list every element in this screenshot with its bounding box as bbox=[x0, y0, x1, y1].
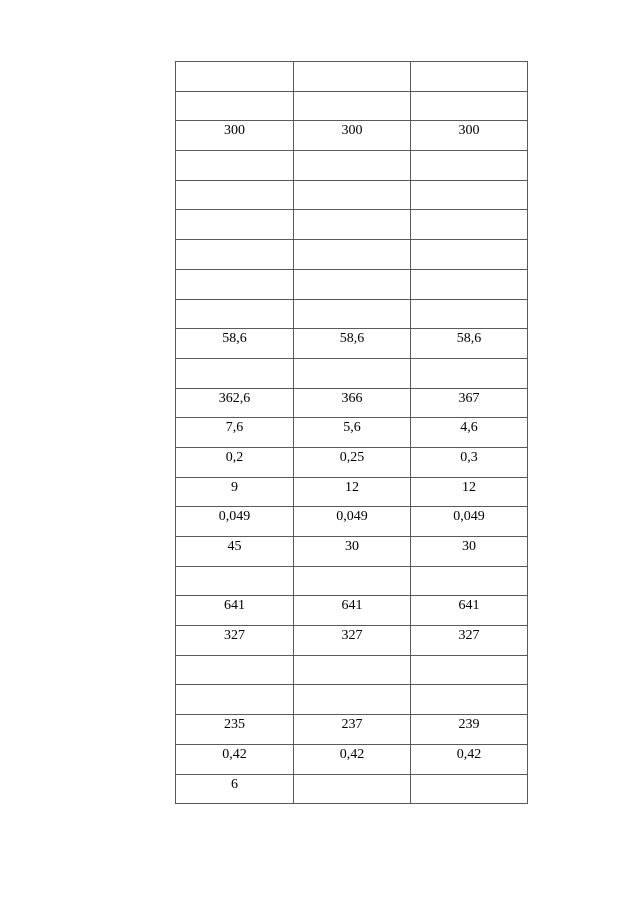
table-cell: 239 bbox=[411, 715, 528, 745]
table-cell: 4,6 bbox=[411, 418, 528, 448]
table-cell: 58,6 bbox=[294, 329, 411, 359]
table-row bbox=[176, 744, 528, 774]
table-cell: 0,25 bbox=[294, 447, 411, 477]
table-cell bbox=[176, 62, 294, 92]
table-cell bbox=[176, 299, 294, 329]
table-cell bbox=[411, 774, 528, 804]
table-cell bbox=[176, 685, 294, 715]
table-cell: 0,3 bbox=[411, 447, 528, 477]
table-cell: 0,42 bbox=[294, 744, 411, 774]
table-cell bbox=[294, 774, 411, 804]
table-row bbox=[176, 626, 528, 656]
table-cell: 327 bbox=[411, 626, 528, 656]
table-row bbox=[176, 240, 528, 270]
table-row bbox=[176, 210, 528, 240]
table-cell: 641 bbox=[411, 596, 528, 626]
table-cell bbox=[176, 240, 294, 270]
table-cell bbox=[294, 91, 411, 121]
table-row bbox=[176, 180, 528, 210]
table-cell: 30 bbox=[294, 537, 411, 567]
table-cell bbox=[176, 210, 294, 240]
table-row bbox=[176, 329, 528, 359]
table-cell: 58,6 bbox=[176, 329, 294, 359]
table-cell: 6 bbox=[176, 774, 294, 804]
table-cell: 641 bbox=[294, 596, 411, 626]
table-cell: 327 bbox=[294, 626, 411, 656]
table-cell: 366 bbox=[294, 388, 411, 418]
table-cell bbox=[411, 655, 528, 685]
table-cell: 0,2 bbox=[176, 447, 294, 477]
table-cell: 0,42 bbox=[411, 744, 528, 774]
table-cell bbox=[176, 358, 294, 388]
table-cell bbox=[294, 210, 411, 240]
table-row bbox=[176, 655, 528, 685]
table-cell bbox=[294, 685, 411, 715]
table-row bbox=[176, 507, 528, 537]
table-cell bbox=[411, 685, 528, 715]
table-cell bbox=[411, 566, 528, 596]
table-cell: 300 bbox=[411, 121, 528, 151]
table-cell bbox=[176, 180, 294, 210]
table-cell: 235 bbox=[176, 715, 294, 745]
table-row bbox=[176, 151, 528, 181]
table-cell bbox=[294, 151, 411, 181]
table-cell bbox=[176, 269, 294, 299]
table-row bbox=[176, 685, 528, 715]
table-cell: 641 bbox=[176, 596, 294, 626]
table-cell bbox=[411, 299, 528, 329]
table-cell bbox=[411, 358, 528, 388]
table-cell bbox=[294, 566, 411, 596]
table-cell: 45 bbox=[176, 537, 294, 567]
table-cell: 362,6 bbox=[176, 388, 294, 418]
table-cell bbox=[294, 240, 411, 270]
table-cell: 300 bbox=[294, 121, 411, 151]
table-cell bbox=[411, 180, 528, 210]
table-cell: 300 bbox=[176, 121, 294, 151]
table-body bbox=[176, 62, 528, 804]
table-cell: 367 bbox=[411, 388, 528, 418]
data-table bbox=[175, 61, 528, 804]
table-cell: 12 bbox=[411, 477, 528, 507]
table-row bbox=[176, 269, 528, 299]
table-cell bbox=[294, 180, 411, 210]
table-cell: 7,6 bbox=[176, 418, 294, 448]
table-cell: 9 bbox=[176, 477, 294, 507]
table-row bbox=[176, 418, 528, 448]
table-cell bbox=[294, 299, 411, 329]
table-row bbox=[176, 715, 528, 745]
table-cell: 5,6 bbox=[294, 418, 411, 448]
table-cell: 327 bbox=[176, 626, 294, 656]
table-cell: 0,049 bbox=[411, 507, 528, 537]
table-row bbox=[176, 299, 528, 329]
table-row bbox=[176, 774, 528, 804]
table-row bbox=[176, 477, 528, 507]
table-cell: 0,42 bbox=[176, 744, 294, 774]
table-cell: 12 bbox=[294, 477, 411, 507]
table-cell bbox=[176, 566, 294, 596]
table-row bbox=[176, 537, 528, 567]
table-cell bbox=[411, 240, 528, 270]
table-cell: 0,049 bbox=[176, 507, 294, 537]
table-row bbox=[176, 388, 528, 418]
table-row bbox=[176, 121, 528, 151]
table-cell bbox=[411, 62, 528, 92]
table-row bbox=[176, 62, 528, 92]
table-cell bbox=[411, 210, 528, 240]
table-row bbox=[176, 596, 528, 626]
table-row bbox=[176, 358, 528, 388]
table-cell bbox=[176, 655, 294, 685]
table-row bbox=[176, 91, 528, 121]
table-cell bbox=[176, 151, 294, 181]
table-cell bbox=[176, 91, 294, 121]
table-cell: 0,049 bbox=[294, 507, 411, 537]
table-cell bbox=[411, 269, 528, 299]
table-cell bbox=[294, 269, 411, 299]
table-row bbox=[176, 566, 528, 596]
table-cell bbox=[294, 62, 411, 92]
table-cell: 30 bbox=[411, 537, 528, 567]
table-row bbox=[176, 447, 528, 477]
table-cell: 237 bbox=[294, 715, 411, 745]
table-cell: 58,6 bbox=[411, 329, 528, 359]
table-cell bbox=[294, 358, 411, 388]
table-cell bbox=[411, 91, 528, 121]
table-cell bbox=[294, 655, 411, 685]
table-cell bbox=[411, 151, 528, 181]
